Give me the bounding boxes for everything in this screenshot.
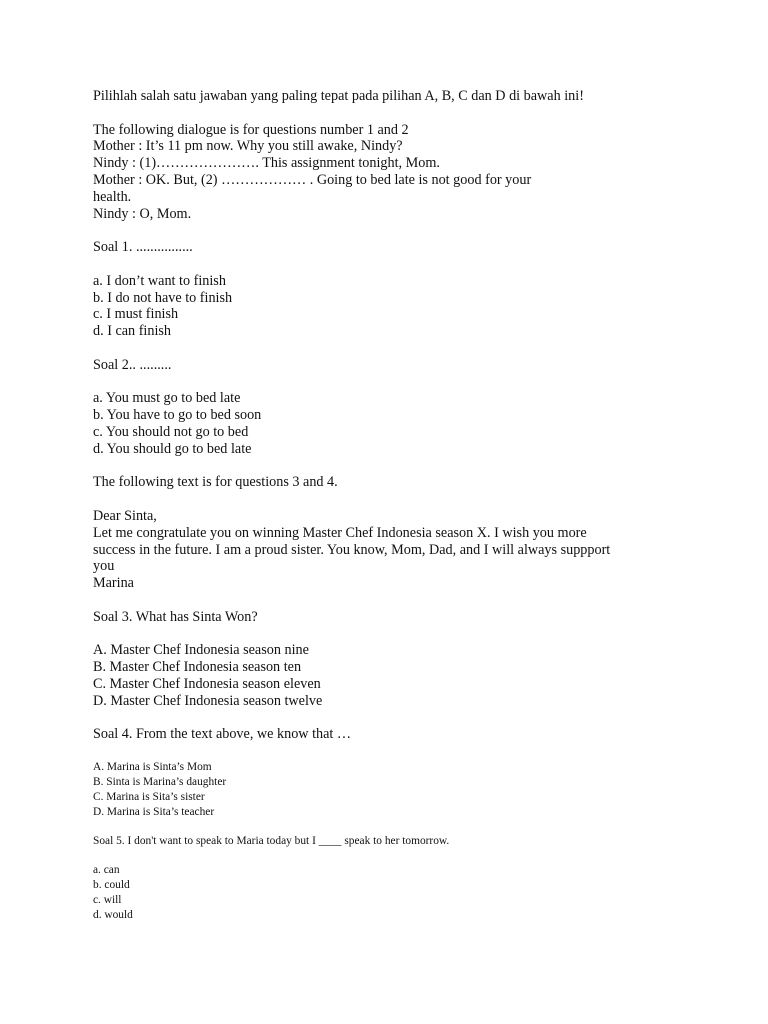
answer-option: a. You must go to bed late [93, 390, 241, 407]
answer-option: C. Marina is Sita’s sister [93, 790, 205, 803]
answer-option: D. Master Chef Indonesia season twelve [93, 692, 323, 709]
answer-option: b. I do not have to finish [93, 289, 233, 306]
answer-option: C. Master Chef Indonesia season eleven [93, 675, 321, 692]
question-4 [93, 726, 713, 820]
answer-option: c. will [93, 893, 122, 906]
letter [93, 508, 713, 592]
question-3 [93, 609, 713, 710]
answer-option: b. You have to go to bed soon [93, 407, 262, 424]
answer-option: b. could [93, 878, 130, 891]
answer-option: B. Master Chef Indonesia season ten [93, 659, 302, 676]
question-title: Soal 4. From the text above, we know that … [93, 726, 352, 743]
answer-option: d. would [93, 908, 133, 921]
letter-body-line: you [93, 558, 115, 575]
answer-option: c. I must finish [93, 306, 179, 323]
answer-option: d. You should go to bed late [93, 440, 252, 457]
answer-option: A. Master Chef Indonesia season nine [93, 642, 309, 659]
text-intro: The following text is for questions 3 and 4. [93, 474, 338, 491]
letter-body-line: Let me congratulate you on winning Master Chef Indonesia season X. I wish you more [93, 524, 587, 541]
instruction-text: Pilihlah salah satu jawaban yang paling tepat pada pilihan A, B, C dan D di bawah ini! [93, 88, 584, 104]
answer-option: c. You should not go to bed [93, 423, 249, 440]
letter-greeting: Dear Sinta, [93, 507, 157, 524]
letter-body-line: success in the future. I am a proud sister. You know, Mom, Dad, and I will always suppport [93, 541, 611, 558]
dialogue-section [93, 122, 713, 223]
dialogue-line: Mother : OK. But, (2) ……………… . Going to bed late is not good for your [93, 171, 532, 188]
question-title: Soal 1. ................ [93, 239, 193, 256]
worksheet-page [93, 88, 713, 923]
dialogue-line: Nindy : (1)…………………. This assignment tonight, Mom. [93, 155, 440, 172]
question-title: Soal 3. What has Sinta Won? [93, 608, 258, 625]
answer-option: d. I can finish [93, 323, 172, 340]
question-2 [93, 357, 713, 458]
answer-option: D. Marina is Sita’s teacher [93, 805, 215, 818]
letter-signature: Marina [93, 575, 134, 592]
answer-option: a. can [93, 863, 120, 876]
question-5 [93, 834, 713, 923]
dialogue-line: Mother : It’s 11 pm now. Why you still awake, Nindy? [93, 138, 403, 155]
dialogue-line: Nindy : O, Mom. [93, 205, 192, 222]
answer-option: A. Marina is Sinta’s Mom [93, 760, 212, 773]
question-title: Soal 5. I don't want to speak to Maria today but I ____ speak to her tomorrow. [93, 834, 450, 847]
dialogue-intro: The following dialogue is for questions number 1 and 2 [93, 121, 409, 138]
question-1 [93, 239, 713, 340]
answer-option: a. I don’t want to finish [93, 272, 226, 289]
answer-option: B. Sinta is Marina’s daughter [93, 775, 227, 788]
question-title: Soal 2.. ......... [93, 356, 172, 373]
dialogue-line: health. [93, 188, 132, 205]
